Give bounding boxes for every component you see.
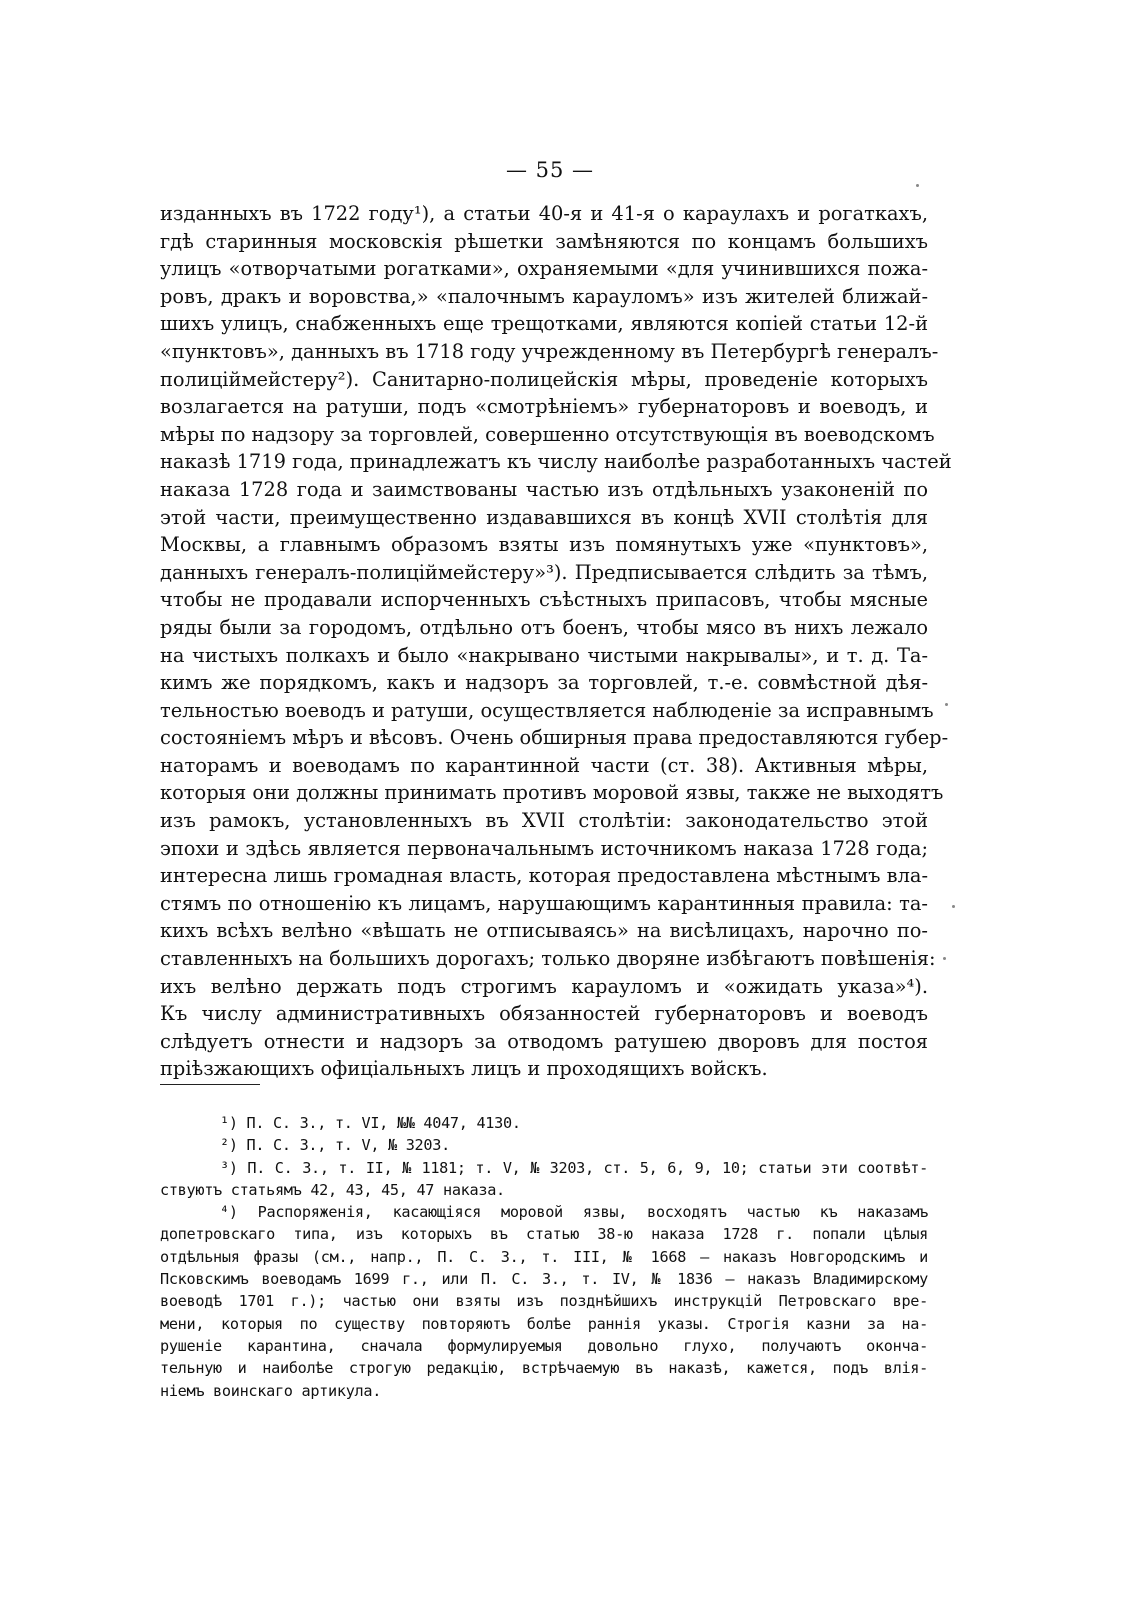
- text-line: ряды были за городомъ, отдѣльно отъ боенъ, чтобы мясо въ нихъ лежало: [160, 615, 928, 639]
- text-line: интересна лишь громадная власть, которая предоставлена мѣстнымъ вла-: [160, 864, 928, 888]
- text-line: ровъ, дракъ и воровства,» «палочнымъ карауломъ» изъ жителей ближай-: [160, 284, 928, 308]
- text-line: пріѣзжающихъ офиціальныхъ лицъ и проходящихъ войскъ.: [160, 1057, 768, 1081]
- main-text: [160, 200, 952, 1083]
- footnotes: [160, 1112, 928, 1402]
- text-line: ставленныхъ на большихъ дорогахъ; только дворяне избѣгаютъ повѣшенія:: [160, 947, 936, 971]
- scan-speck: [916, 184, 919, 187]
- footnote-1: ¹) П. С. З., т. VI, №№ 4047, 4130.: [220, 1114, 521, 1132]
- page-number: — 55 —: [505, 158, 595, 182]
- scan-speck: [945, 703, 948, 706]
- footnote-4-cont: тельную и наиболѣе строгую редакцію, встрѣчаемую въ наказѣ, кажется, подъ влія-: [160, 1359, 928, 1378]
- text-line: наторамъ и воеводамъ по карантинной части (ст. 38). Активныя мѣры,: [160, 753, 928, 777]
- text-line: наказа 1728 года и заимствованы частью изъ отдѣльныхъ узаконеній по: [160, 477, 928, 501]
- text-line: этой части, преимущественно издававшихся въ концѣ XVII столѣтія для: [160, 505, 928, 529]
- text-line: изъ рамокъ, установленныхъ въ XVII столѣтіи: законодательство этой: [160, 809, 928, 833]
- footnote-4-cont: отдѣльныя фразы (см., напр., П. С. З., т. III, № 1668 — наказъ Новгородскимъ и: [160, 1247, 928, 1266]
- scan-speck: [952, 905, 955, 908]
- text-line: полиціймейстеру²). Санитарно-полицейскія мѣры, проведеніе которыхъ: [160, 367, 928, 391]
- text-line: изданныхъ въ 1722 году¹), а статьи 40-я и 41-я о караулахъ и рогаткахъ,: [160, 202, 928, 225]
- footnote-4-cont: Псковскимъ воеводамъ 1699 г., или П. С. З., т. IV, № 1836 — наказъ Владимирскому: [160, 1270, 928, 1289]
- text-line: которыя они должны принимать противъ моровой язвы, также не выходятъ: [160, 781, 944, 805]
- footnote-4-cont: мени, которыя по существу повторяютъ болѣе раннія указы. Строгія казни за на-: [160, 1314, 928, 1333]
- text-line: гдѣ старинныя московскія рѣшетки замѣняются по концамъ большихъ: [160, 229, 928, 253]
- footnote-3: ³) П. С. З., т. II, № 1181; т. V, № 3203, ст. 5, 6, 9, 10; статьи эти соотвѣт-: [220, 1158, 928, 1177]
- footnote-2: ²) П. С. З., т. V, № 3203.: [220, 1136, 450, 1155]
- text-line: слѣдуетъ отнести и надзоръ за отводомъ ратушею дворовъ для постоя: [160, 1029, 928, 1053]
- footnote-4-cont: ніемъ воинскаго артикула.: [160, 1381, 382, 1400]
- text-line: «пунктовъ», данныхъ въ 1718 году учрежденному въ Петербургѣ генералъ-: [160, 339, 939, 363]
- text-line: Москвы, а главнымъ образомъ взяты изъ помянутыхъ уже «пунктовъ»,: [160, 533, 928, 557]
- text-line: возлагается на ратуши, подъ «смотрѣніемъ» губернаторовъ и воеводъ, и: [160, 395, 928, 419]
- footnote-separator: [160, 1084, 260, 1085]
- footnote-3-cont: ствуютъ статьямъ 42, 43, 45, 47 наказа.: [160, 1180, 505, 1199]
- footnote-4-cont: допетровскаго типа, изъ которыхъ въ статью 38-ю наказа 1728 г. попали цѣлыя: [160, 1225, 928, 1244]
- footnote-4-cont: рушеніе карантина, сначала формулируемыя довольно глухо, получаютъ оконча-: [160, 1336, 928, 1355]
- text-line: ихъ велѣно держать подъ строгимъ карауломъ и «ожидать указа»⁴).: [160, 974, 928, 998]
- scan-speck: [943, 957, 946, 960]
- text-line: чтобы не продавали испорченныхъ съѣстныхъ припасовъ, чтобы мясные: [160, 588, 928, 612]
- text-line: на чистыхъ полкахъ и было «накрывано чистыми накрывалы», и т. д. Та-: [160, 643, 928, 667]
- text-line: стямъ по отношенію къ лицамъ, нарушающимъ карантинныя правила: та-: [160, 891, 928, 915]
- text-line: эпохи и здѣсь является первоначальнымъ источникомъ наказа 1728 года;: [160, 836, 928, 860]
- footnote-4-cont: воеводѣ 1701 г.); частью они взяты изъ позднѣйшихъ инструкцій Петровскаго вре-: [160, 1292, 928, 1311]
- text-line: кихъ всѣхъ велѣно «вѣшать не отписываясь» на висѣлицахъ, нарочно по-: [160, 919, 928, 943]
- text-line: состояніемъ мѣръ и вѣсовъ. Очень обширныя права предоставляются губер-: [160, 726, 949, 750]
- text-line: мѣры по надзору за торговлей, совершенно отсутствующія въ воеводскомъ: [160, 422, 935, 446]
- footnote-4: ⁴) Распоряженія, касающіяся моровой язвы, восходятъ частью къ наказамъ: [220, 1203, 928, 1222]
- text-line: улицъ «отворчатыми рогатками», охраняемыми «для учинившихся пожа-: [160, 257, 928, 281]
- text-line: тельностью воеводъ и ратуши, осуществляется наблюденіе за исправнымъ: [160, 698, 934, 722]
- text-line: данныхъ генералъ-полиціймейстеру»³). Предписывается слѣдить за тѣмъ,: [160, 560, 928, 584]
- text-line: шихъ улицъ, снабженныхъ еще трещотками, являются копіей статьи 12-й: [160, 312, 928, 336]
- text-line: Къ числу административныхъ обязанностей губернаторовъ и воеводъ: [160, 1002, 928, 1026]
- text-line: наказѣ 1719 года, принадлежатъ къ числу наиболѣе разработанныхъ частей: [160, 450, 952, 474]
- text-line: кимъ же порядкомъ, какъ и надзоръ за торговлей, т.-е. совмѣстной дѣя-: [160, 671, 928, 695]
